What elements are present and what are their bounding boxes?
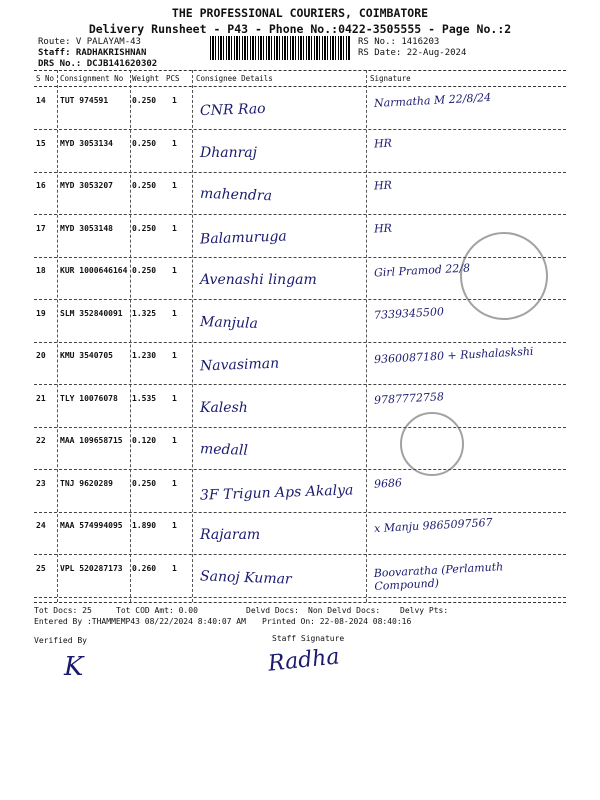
delivery-points: Delvy Pts: <box>400 606 449 615</box>
sno-cell: 17 <box>36 223 46 233</box>
col-header-weight: Weight <box>132 74 160 83</box>
pcs-cell: 1 <box>172 478 177 488</box>
sno-cell: 14 <box>36 96 46 105</box>
pcs-cell: 1 <box>172 308 177 318</box>
sno-cell: 24 <box>36 521 46 530</box>
signature-handwritten: Narmatha M 22/8/24 <box>373 90 492 111</box>
drs-label: DRS No.: DCJB141620302 <box>38 59 158 69</box>
consignment-cell: MYD 3053148 <box>60 223 113 233</box>
table-row <box>34 131 566 173</box>
staff-signature-label: Staff Signature <box>272 634 345 643</box>
pcs-cell: 1 <box>172 563 177 573</box>
table-bottom-rule <box>34 602 566 603</box>
total-docs: Tot Docs: 25 <box>34 606 92 615</box>
company-title: THE PROFESSIONAL COURIERS, COIMBATORE <box>171 6 429 20</box>
weight-cell: 0.250 <box>132 96 157 105</box>
signature-handwritten: 9686 <box>373 475 403 491</box>
pcs-cell: 1 <box>172 138 177 148</box>
table-row <box>34 343 566 385</box>
consignee-handwritten: 3F Trigun Aps Akalya <box>199 481 354 504</box>
consignee-handwritten: Sanoj Kumar <box>199 567 292 588</box>
signature-handwritten: HR <box>373 221 393 235</box>
round-stamp <box>400 412 464 476</box>
table-row <box>34 556 566 598</box>
weight-cell: 1.890 <box>132 521 157 530</box>
consignment-cell: KUR 1000646164 <box>60 266 128 275</box>
route-label: Route: V PALAYAM-43 <box>38 37 141 47</box>
staff-label: Staff: RADHAKRISHNAN <box>38 48 147 58</box>
weight-cell: 0.250 <box>132 266 157 275</box>
signature-handwritten: HR <box>373 178 393 193</box>
weight-cell: 1.230 <box>132 351 157 360</box>
pcs-cell: 1 <box>172 436 177 445</box>
non-delivered-docs: Non Delvd Docs: <box>308 606 381 615</box>
weight-cell: 1.535 <box>132 393 157 403</box>
consignment-cell: MYD 3053134 <box>60 138 113 148</box>
consignee-handwritten: Avenashi lingam <box>200 272 317 288</box>
consignee-handwritten: Kalesh <box>200 399 248 416</box>
consignment-cell: KMU 3540705 <box>60 351 113 360</box>
table-top-rule <box>34 70 566 71</box>
sno-cell: 18 <box>36 266 46 275</box>
rs-number: RS No.: 1416203 <box>358 37 440 47</box>
pcs-cell: 1 <box>172 393 177 403</box>
consignment-cell: TLY 10076078 <box>60 393 118 403</box>
weight-cell: 0.250 <box>132 138 157 148</box>
consignee-handwritten: Rajaram <box>200 527 261 543</box>
consignment-cell: MAA 574994095 <box>60 521 123 530</box>
total-cod: Tot COD Amt: 0.00 <box>116 606 198 615</box>
col-header-consignment: Consignment No <box>60 74 124 83</box>
signature-handwritten: x Manju 9865097567 <box>373 515 493 536</box>
pcs-cell: 1 <box>172 96 177 105</box>
col-header-pcs: PCS <box>166 74 180 83</box>
pcs-cell: 1 <box>172 223 177 233</box>
printed-on: Printed On: 22-08-2024 08:40:16 <box>262 617 412 626</box>
consignment-cell: MYD 3053207 <box>60 181 113 190</box>
consignee-handwritten: Manjula <box>199 313 259 332</box>
table-row <box>34 173 566 215</box>
consignee-handwritten: Balamuruga <box>199 227 288 248</box>
signature-handwritten: 9787772758 <box>373 389 445 407</box>
round-stamp <box>460 232 548 320</box>
row-divider <box>34 597 566 598</box>
sno-cell: 25 <box>36 563 46 573</box>
pcs-cell: 1 <box>172 351 177 360</box>
sno-cell: 22 <box>36 436 46 445</box>
rs-date: RS Date: 22-Aug-2024 <box>358 48 467 58</box>
barcode <box>210 36 350 60</box>
runsheet-title: Delivery Runsheet - P43 - Phone No.:0422-3505555 - Page No.:2 <box>88 22 512 36</box>
col-header-consignee: Consignee Details <box>196 74 273 83</box>
entered-by: Entered By :THAMMEMP43 08/22/2024 8:40:07 AM <box>34 617 246 626</box>
table-row <box>34 386 566 428</box>
sno-cell: 15 <box>36 138 46 148</box>
sno-cell: 20 <box>36 351 46 360</box>
signature-handwritten: Girl Pramod 22/8 <box>373 261 471 280</box>
pcs-cell: 1 <box>172 266 177 275</box>
table-row <box>34 88 566 130</box>
col-header-sno: S No <box>36 74 55 83</box>
consignment-cell: MAA 109658715 <box>60 436 123 445</box>
signature-handwritten: 7339345500 <box>373 304 445 322</box>
consignment-cell: TNJ 9620289 <box>60 478 113 488</box>
sno-cell: 16 <box>36 181 46 190</box>
pcs-cell: 1 <box>172 521 177 530</box>
staff-signature: Radha <box>266 644 341 677</box>
consignment-cell: TUT 974591 <box>60 96 109 105</box>
consignee-handwritten: CNR Rao <box>199 100 266 120</box>
pcs-cell: 1 <box>172 181 177 190</box>
table-row <box>34 471 566 513</box>
sno-cell: 23 <box>36 478 46 488</box>
weight-cell: 1.325 <box>132 308 157 318</box>
weight-cell: 0.250 <box>132 181 157 190</box>
verified-by-label: Verified By <box>34 636 87 645</box>
weight-cell: 0.260 <box>132 563 157 573</box>
consignment-cell: SLM 352840091 <box>60 308 123 318</box>
table-row <box>34 513 566 555</box>
weight-cell: 0.250 <box>132 223 157 233</box>
weight-cell: 0.120 <box>132 436 157 445</box>
sno-cell: 21 <box>36 393 46 403</box>
table-header-rule <box>34 86 566 87</box>
signature-handwritten: 9360087180 + Rushalaskshi <box>373 344 534 367</box>
weight-cell: 0.250 <box>132 478 157 488</box>
verified-signature: K <box>64 652 84 682</box>
signature-handwritten: Boovaratha (Perlamuth Compound) <box>373 559 504 593</box>
delivered-docs: Delvd Docs: <box>246 606 299 615</box>
consignee-handwritten: Dhanraj <box>200 144 257 161</box>
consignee-handwritten: medall <box>199 441 249 459</box>
consignment-cell: VPL 520287173 <box>60 563 123 573</box>
sno-cell: 19 <box>36 308 46 318</box>
table-row <box>34 428 566 470</box>
consignee-handwritten: mahendra <box>199 185 273 205</box>
col-header-signature: Signature <box>370 74 411 83</box>
consignee-handwritten: Navasiman <box>199 355 280 375</box>
signature-handwritten: HR <box>373 136 393 150</box>
